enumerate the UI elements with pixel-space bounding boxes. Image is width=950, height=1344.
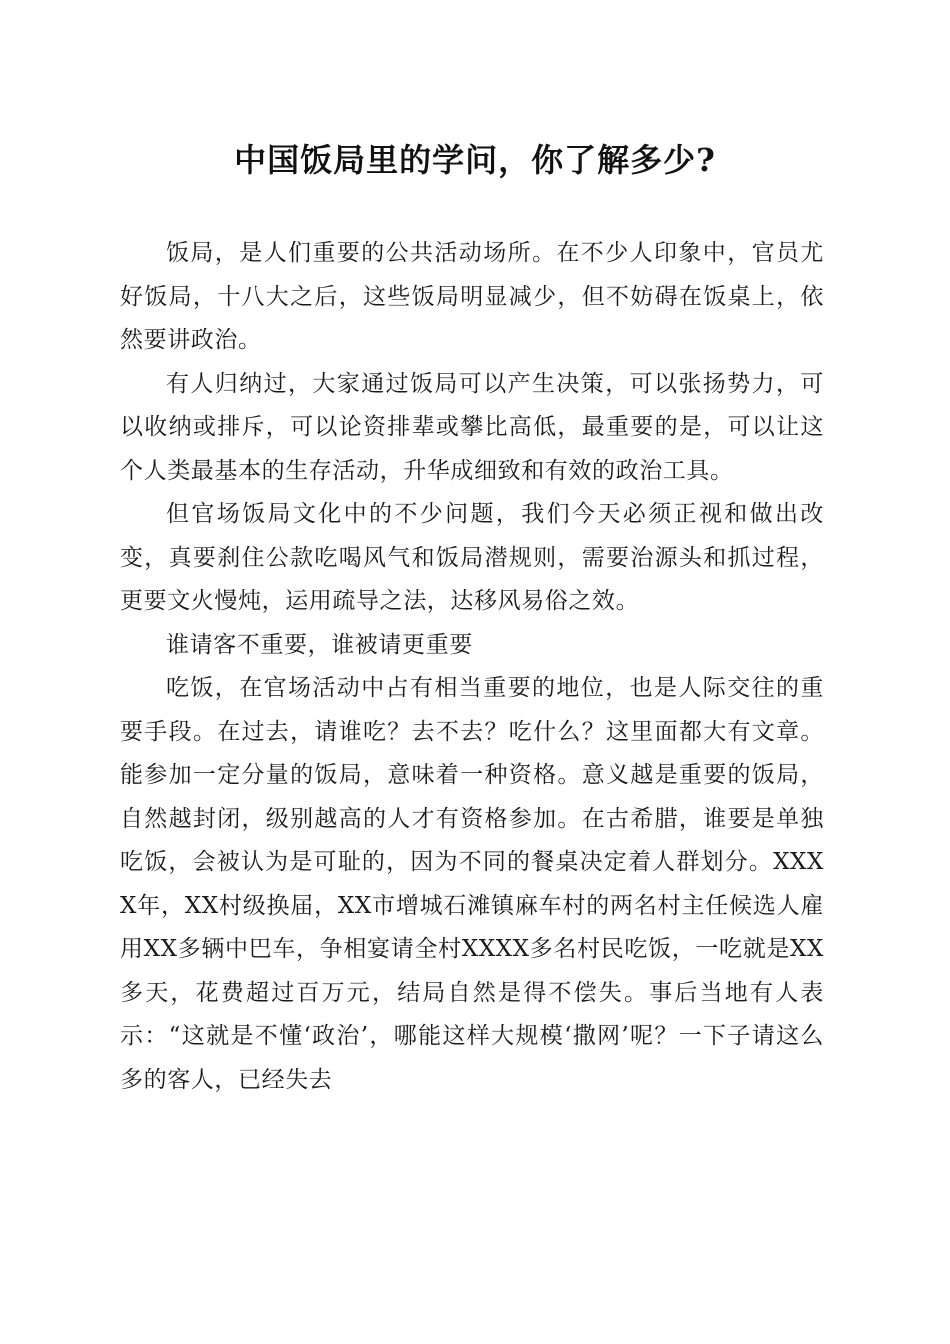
section-heading: 谁请客不重要，谁被请更重要	[166, 631, 473, 658]
paragraph-eating: 吃饭，在官场活动中占有相当重要的地位，也是人际交往的重要手段。在过去，请谁吃？去不去？吃什么？这里面都大有文章。能参加一定分量的饭局，意味着一种资格。意义越是重要的饭局，自然越封闭，级别越高的人才有资格参加。在古希腊，谁要是单独吃饭，会被认为是可耻的，因为不同的餐桌决定着人群划分。XXXX年，XX村级换届，XX市增城石滩镇麻车村的两名村主任候选人雇用XX多辆中巴车，争相宴请全村XXXX多名村民吃饭，一吃就是XX多天，花费超过百万元，结局自然是得不偿失。事后当地有人表示：“这就是不懂‘政治’，哪能这样大规模‘撒网’呢？一下子请这么多的客人，已经失去	[120, 675, 824, 1093]
paragraph-functions: 有人归纳过，大家通过饭局可以产生决策，可以张扬势力，可以收纳或排斥，可以论资排辈或攀比高低，最重要的是，可以让这个人类最基本的生存活动，升华成细致和有效的政治工具。	[120, 370, 824, 484]
paragraph-intro: 饭局，是人们重要的公共活动场所。在不少人印象中，官员尤好饭局，十八大之后，这些饭局明显减少，但不妨碍在饭桌上，依然要讲政治。	[120, 240, 824, 353]
paragraph-problems: 但官场饭局文化中的不少问题，我们今天必须正视和做出改变，真要刹住公款吃喝风气和饭局潜规则，需要治源头和抓过程，更要文火慢炖，运用疏导之法，达移风易俗之效。	[120, 501, 824, 614]
document-title: 中国饭局里的学问，你了解多少?	[234, 141, 716, 179]
document-body	[120, 232, 824, 1102]
